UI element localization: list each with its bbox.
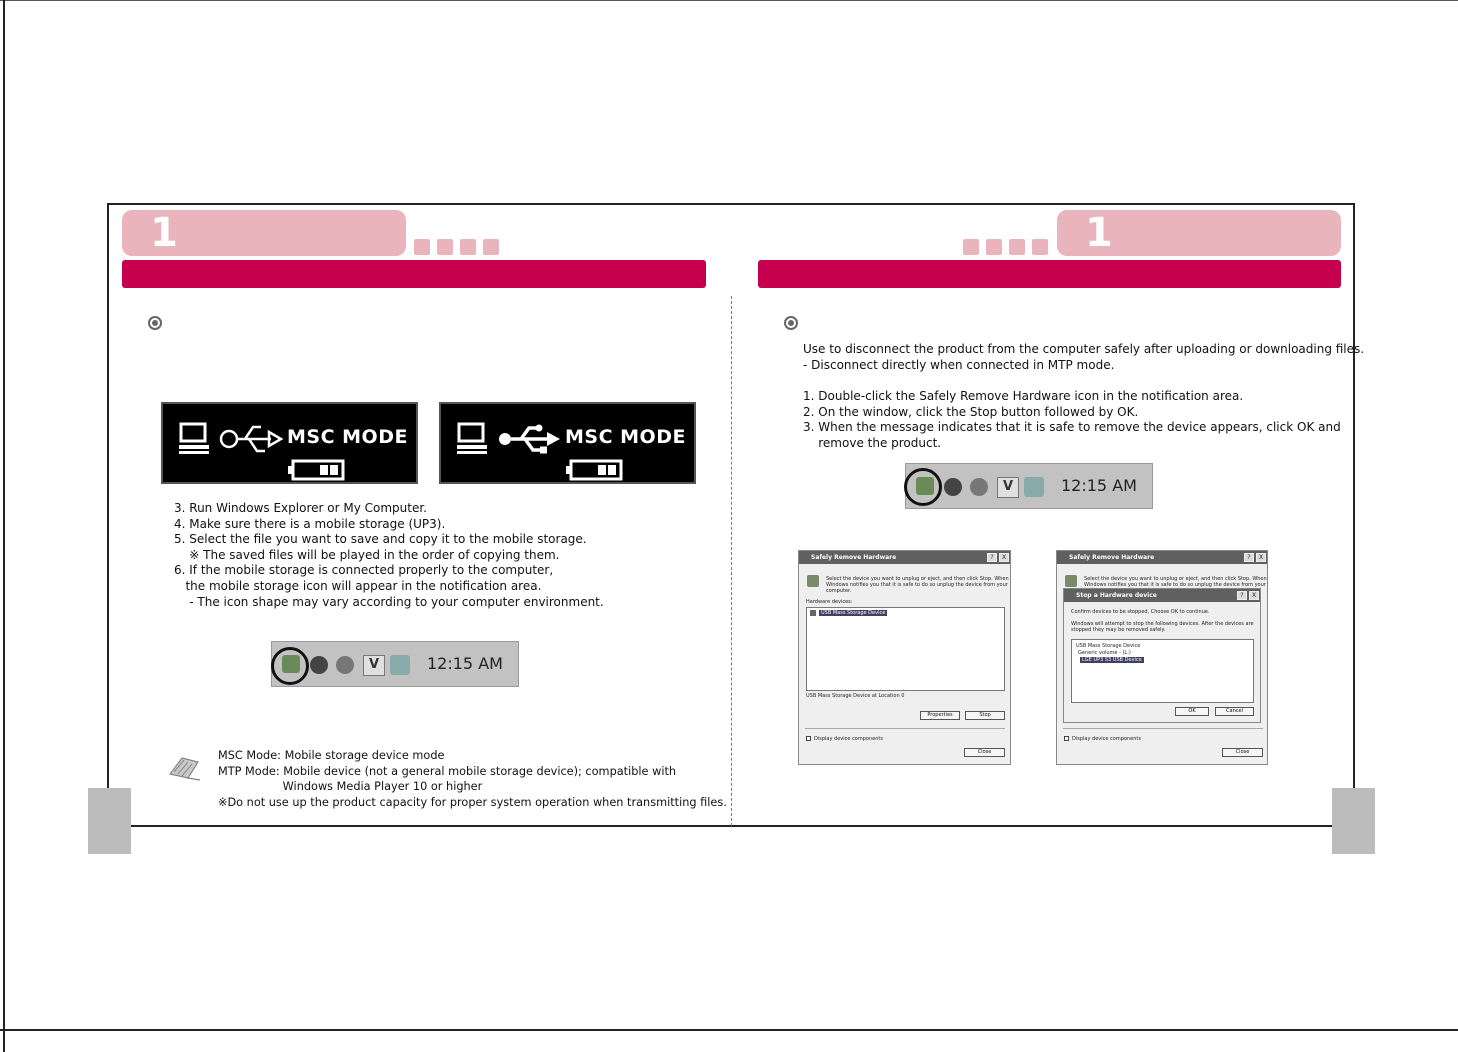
page-left-edge xyxy=(3,0,5,1052)
battery-icon xyxy=(287,459,345,481)
lcd-screen-msc-mode-solid xyxy=(439,402,696,484)
devices-to-stop-list[interactable] xyxy=(1071,639,1254,703)
dialog-message: Select the device you want to unplug or eject, and then click Stop. When Windows notifies you that it is safe to do so unplug the device from your computer. xyxy=(826,576,1009,594)
stop-message: Windows will attempt to stop the following devices. After the devices are stopped they may be removed safely. xyxy=(1071,621,1254,633)
note-line: MTP Mode: Mobile device (not a general mobile storage device); compatible with xyxy=(218,764,677,778)
network-tray-icon xyxy=(970,478,988,496)
dialog-titlebar xyxy=(1064,589,1260,602)
close-icon[interactable]: X xyxy=(1256,553,1266,562)
device-location: USB Mass Storage Device at Location 0 xyxy=(806,693,905,699)
hardware-icon xyxy=(1065,575,1077,587)
display-components-checkbox[interactable] xyxy=(1064,736,1069,741)
safely-remove-dialog xyxy=(798,550,1011,765)
left-deco-square xyxy=(483,239,499,255)
step-line: ※ The saved files will be played in the order of copying them. xyxy=(174,547,560,562)
step-line: 2. On the window, click the Stop button followed by OK. xyxy=(803,404,1139,419)
right-section-bar xyxy=(758,260,1341,288)
step-line: 3. When the message indicates that it is safe to remove the device appears, click OK and xyxy=(803,420,1341,435)
left-steps-list xyxy=(174,501,604,610)
step-line: 3. Run Windows Explorer or My Computer. xyxy=(174,501,427,515)
hardware-devices-list[interactable] xyxy=(806,607,1005,691)
lcd-screen-msc-mode-outline xyxy=(161,402,418,484)
list-item-selected[interactable]: LGE UP3 S3 USB Device xyxy=(1082,657,1142,663)
stop-hardware-dialog xyxy=(1063,588,1261,723)
right-deco-square xyxy=(963,239,979,255)
app-tray-icon xyxy=(1024,477,1044,497)
note-line: MSC Mode: Mobile storage device mode xyxy=(218,749,445,762)
right-page-tab xyxy=(1332,788,1375,854)
checkbox-label: Display device components xyxy=(814,736,883,742)
clock-text: 12:15 AM xyxy=(427,654,503,673)
close-icon[interactable]: X xyxy=(999,553,1009,562)
step-line: - The icon shape may vary according to your computer environment. xyxy=(174,594,604,609)
highlight-circle xyxy=(271,647,309,685)
right-deco-square xyxy=(986,239,1002,255)
step-line: remove the product. xyxy=(803,435,942,450)
stop-button[interactable]: Stop xyxy=(965,711,1005,720)
list-item: Generic volume - (L:) xyxy=(1078,650,1131,656)
dialog-titlebar xyxy=(1057,551,1267,564)
confirm-text: Confirm devices to be stopped, Choose OK to continue. xyxy=(1071,609,1210,615)
network-tray-icon xyxy=(336,656,354,674)
notes-block xyxy=(218,748,727,810)
right-deco-square xyxy=(1032,239,1048,255)
computer-usb-solid-icon xyxy=(457,420,567,464)
v-tray-icon: V xyxy=(363,655,385,676)
right-chapter-number: 1 xyxy=(1085,210,1113,256)
step-line: 5. Select the file you want to save and copy it to the mobile storage. xyxy=(174,532,587,547)
list-item-selected[interactable]: USB Mass Storage Device xyxy=(821,610,886,616)
dialog-titlebar xyxy=(799,551,1010,564)
left-section-bullet-icon xyxy=(148,316,162,330)
left-chapter-tab xyxy=(122,210,406,256)
dialog-title: Safely Remove Hardware xyxy=(1069,554,1155,561)
right-taskbar-screenshot xyxy=(905,463,1153,509)
list-label: Hardware devices: xyxy=(806,599,853,605)
app-tray-icon xyxy=(390,655,410,675)
clock-text: 12:15 AM xyxy=(1061,476,1137,495)
right-intro xyxy=(803,342,1364,373)
list-item: USB Mass Storage Device xyxy=(1076,643,1141,649)
dialog-message: Select the device you want to unplug or eject, and then click Stop. When Windows notifies you that it is safe to do so unplug the device from your xyxy=(1084,576,1267,588)
step-line: the mobile storage icon will appear in the notification area. xyxy=(174,578,542,593)
step-line: 4. Make sure there is a mobile storage (UP3). xyxy=(174,516,446,531)
computer-usb-outline-icon xyxy=(179,420,289,464)
properties-button[interactable]: Properties xyxy=(920,711,960,720)
left-section-bar xyxy=(122,260,706,288)
ok-button[interactable]: OK xyxy=(1175,707,1209,716)
left-deco-square xyxy=(437,239,453,255)
note-memo-icon xyxy=(168,752,202,782)
page-bottom-edge xyxy=(0,1029,1458,1031)
right-section-bullet-icon xyxy=(784,316,798,330)
left-deco-square xyxy=(460,239,476,255)
left-chapter-number: 1 xyxy=(150,210,178,256)
close-icon[interactable]: X xyxy=(1249,591,1259,600)
dialog-separator xyxy=(805,728,1005,729)
page-center-divider xyxy=(731,296,732,826)
note-line: Windows Media Player 10 or higher xyxy=(218,780,483,794)
battery-icon xyxy=(565,459,623,481)
right-deco-square xyxy=(1009,239,1025,255)
speaker-tray-icon xyxy=(310,656,328,674)
highlight-circle xyxy=(904,468,942,506)
usb-icon xyxy=(810,610,816,616)
left-deco-square xyxy=(414,239,430,255)
dialog-title: Safely Remove Hardware xyxy=(811,554,897,561)
help-button[interactable]: ? xyxy=(1244,553,1254,562)
left-page-tab xyxy=(88,788,131,854)
close-button[interactable]: Close xyxy=(1222,748,1263,757)
dialog-title: Stop a Hardware device xyxy=(1076,592,1157,599)
cancel-button[interactable]: Cancel xyxy=(1215,707,1254,716)
checkbox-label: Display device components xyxy=(1072,736,1141,742)
display-components-checkbox[interactable] xyxy=(806,736,811,741)
speaker-tray-icon xyxy=(944,478,962,496)
intro-line: Use to disconnect the product from the computer safely after uploading or downloading files. xyxy=(803,342,1365,356)
hardware-icon xyxy=(807,575,819,587)
step-line: 1. Double-click the Safely Remove Hardware icon in the notification area. xyxy=(803,389,1244,403)
intro-line: - Disconnect directly when connected in MTP mode. xyxy=(803,357,1115,372)
step-line: 6. If the mobile storage is connected properly to the computer, xyxy=(174,563,554,578)
v-tray-icon: V xyxy=(997,477,1019,498)
help-button[interactable]: ? xyxy=(987,553,997,562)
close-button[interactable]: Close xyxy=(964,748,1005,757)
lcd-mode-label: MSC MODE xyxy=(287,426,408,448)
dialog-separator xyxy=(1063,728,1263,729)
lcd-mode-label: MSC MODE xyxy=(565,426,686,448)
note-line: ※Do not use up the product capacity for proper system operation when transmitting files. xyxy=(218,795,727,809)
page-top-edge xyxy=(0,0,1458,1)
right-chapter-tab xyxy=(1057,210,1341,256)
help-button[interactable]: ? xyxy=(1237,591,1247,600)
right-steps-list xyxy=(803,389,1341,451)
